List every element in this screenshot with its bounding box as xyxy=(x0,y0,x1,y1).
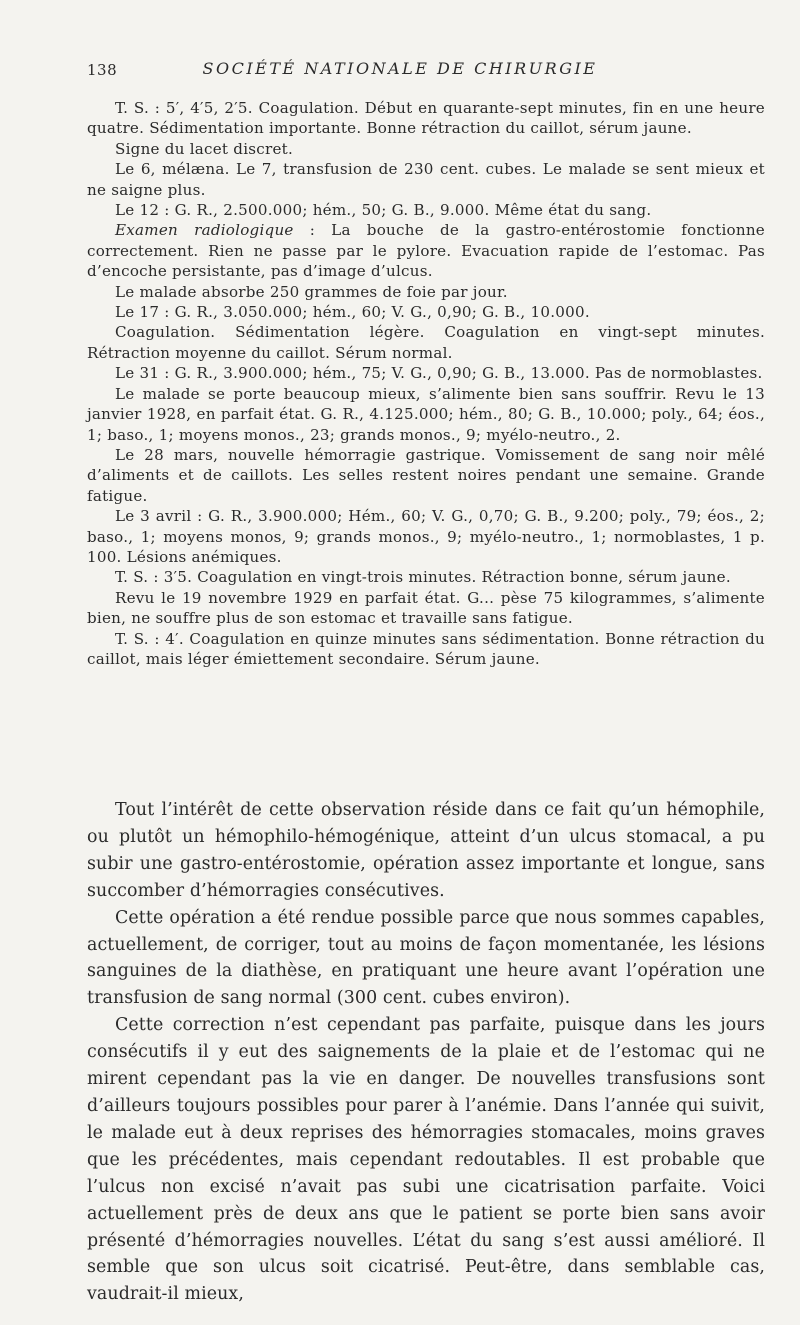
note-paragraph: Signe du lacet discret. xyxy=(115,139,293,158)
note-paragraph: Coagulation. Sédimentation légère. Coagulation en vingt-sept minutes. Rétraction moyenne du caillot. Sérum normal. xyxy=(87,323,765,362)
note-paragraph: Le 28 mars, nouvelle hémorragie gastrique. Vomissement de sang noir mêlé d’aliments et de caillots. Les selles restent noires pendant une semaine. Grande fatigue. xyxy=(87,445,765,505)
discussion-paragraph: Cette correction n’est cependant pas parfaite, puisque dans les jours consécutifs il y eut des saignements de la plaie et de l’estomac qui ne mirent cependant pas la vie en danger. De nouvelles transfusions sont d’ailleurs toujours possibles pour parer à l’anémie. Dans l’année qui suivit, le malade eut à deux reprises des hémorragies stomacales, moins graves que les précédentes, mais cependant redoutables. Il est probable que l’ulcus non excisé n’avait pas subi une cicatrisation parfaite. Voici actuellement près de deux ans que le patient se porte bien sans avoir présenté d’hémorragies nouvelles. L’état du sang s’est aussi amélioré. Il semble que son ulcus soit cicatrisé. Peut-être, dans semblable cas, vaudrait-il mieux, xyxy=(87,1015,765,1305)
page-number: 138 xyxy=(87,61,118,79)
clinical-notes xyxy=(87,98,765,669)
note-paragraph: T. S. : 3′5. Coagulation en vingt-trois minutes. Rétraction bonne, sérum jaune. xyxy=(115,568,731,587)
discussion xyxy=(87,797,765,1308)
note-paragraph: Le 31 : G. R., 3.900.000; hém., 75; V. G., 0,90; G. B., 13.000. Pas de normoblastes. xyxy=(115,364,763,383)
note-paragraph: T. S. : 5′, 4′5, 2′5. Coagulation. Début en quarante-sept minutes, fin en une heure quatre. Sédimentation importante. Bonne rétraction du caillot, sérum jaune. xyxy=(87,99,765,138)
discussion-paragraph: Cette opération a été rendue possible parce que nous sommes capables, actuellement, de corriger, tout au moins de façon momentanée, les lésions sanguines de la diathèse, en pratiquant une heure avant l’opération une transfusion de sang normal (300 cent. cubes environ). xyxy=(87,907,765,1009)
radiology-paragraph xyxy=(87,220,765,281)
note-paragraph: Revu le 19 novembre 1929 en parfait état. G... pèse 75 kilogrammes, s’alimente bien, ne souffre plus de son estomac et travaille sans fatigue. xyxy=(87,588,765,628)
radiology-text: : La bouche de la gastro-entérostomie fonctionne correctement. Rien ne passe par le pylore. Evacuation rapide de l’estomac. Pas d’encoche persistante, pas d’image d’ulcus. xyxy=(87,221,765,281)
radiology-label: Examen radiologique xyxy=(115,221,294,240)
note-paragraph: Le malade se porte beaucoup mieux, s’alimente bien sans souffrir. Revu le 13 janvier 1928, en parfait état. G. R., 4.125.000; hém., 80; G. B., 10.000; poly., 64; éos., 1; baso., 1; moyens monos., 23; grands monos., 9; myélo-neutro., 2. xyxy=(87,384,765,444)
note-paragraph: Le 17 : G. R., 3.050.000; hém., 60; V. G., 0,90; G. B., 10.000. xyxy=(115,303,590,322)
note-paragraph: Le 3 avril : G. R., 3.900.000; Hém., 60; V. G., 0,70; G. B., 9.200; poly., 79; éos., 2; baso., 1; moyens monos, 9; grands monos., 9; myélo-neutro., 1; normoblastes, 1 p. 100. Lésions anémiques. xyxy=(87,507,765,566)
note-paragraph: T. S. : 4′. Coagulation en quinze minutes sans sédimentation. Bonne rétraction du caillot, mais léger émiettement secondaire. Sérum jaune. xyxy=(87,629,765,668)
note-paragraph: Le malade absorbe 250 grammes de foie par jour. xyxy=(115,282,508,301)
running-title: SOCIÉTÉ NATIONALE DE CHIRURGIE xyxy=(202,59,598,78)
discussion-paragraph: Tout l’intérêt de cette observation réside dans ce fait qu’un hémophile, ou plutôt un hémophilo-hémogénique, atteint d’un ulcus stomacal, a pu subir une gastro-entérostomie, opération assez importante et longue, sans succomber d’hémorragies consécutives. xyxy=(87,800,765,901)
note-paragraph: Le 12 : G. R., 2.500.000; hém., 50; G. B., 9.000. Même état du sang. xyxy=(115,201,652,220)
note-paragraph: Le 6, mélæna. Le 7, transfusion de 230 cent. cubes. Le malade se sent mieux et ne saigne plus. xyxy=(87,160,765,199)
